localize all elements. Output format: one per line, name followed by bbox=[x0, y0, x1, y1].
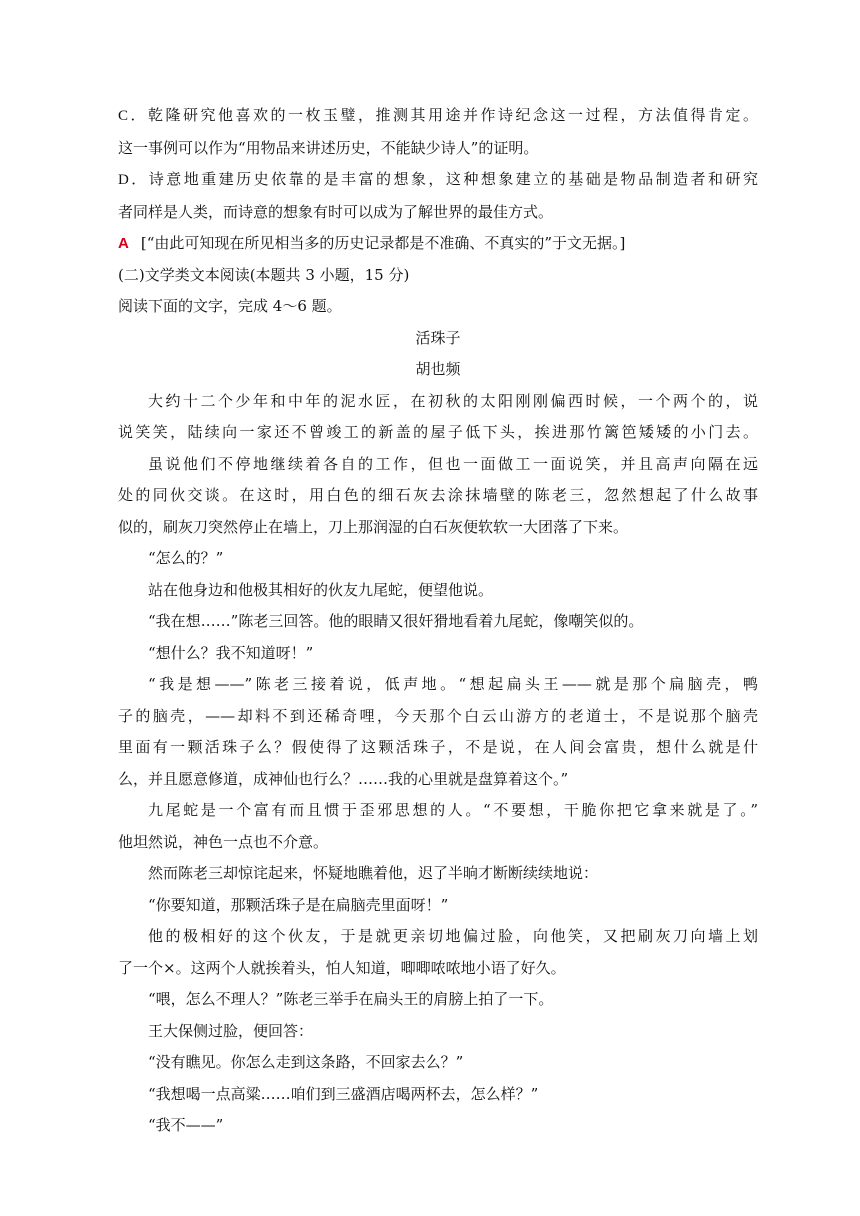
story-line: 大约十二个少年和中年的泥水匠，在初秋的太阳刚刚偏西时候，一个两个的，说 bbox=[148, 391, 758, 410]
option-d-line-2: 者同样是人类，而诗意的想象有时可以成为了解世界的最佳方式。 bbox=[118, 202, 554, 221]
story-line: 么，并且愿意修道，成神仙也行么？……我的心里就是盘算着这个。” bbox=[118, 769, 569, 788]
story-line: 九尾蛇是一个富有而且惯于歪邪思想的人。“不要想，干脆你把它拿来就是了。” bbox=[148, 801, 758, 819]
document-page bbox=[118, 100, 758, 1142]
story-line: 站在他身边和他极其相好的伙友九尾蛇，便望他说。 bbox=[148, 580, 494, 599]
answer-line bbox=[118, 228, 758, 260]
option-c-text: 乾隆研究他喜欢的一枚玉璧，推测其用途并作诗纪念这一过程，方法值得肯定。 bbox=[148, 106, 758, 124]
story-line: 虽说他们不停地继续着各自的工作，但也一面做工一面说笑，并且高声向隔在远 bbox=[148, 454, 758, 473]
story-line: 了一个×。这两个人就挨着头，怕人知道，唧唧哝哝地小语了好久。 bbox=[118, 958, 566, 977]
story-body bbox=[118, 386, 758, 1142]
story-line: 然而陈老三却惊诧起来，怀疑地瞧着他，迟了半晌才断断续续地说： bbox=[148, 864, 599, 882]
option-d-line-1 bbox=[118, 164, 758, 197]
story-line: 里面有一颗活珠子么？假使得了这颗活珠子，不是说，在人间会富贵，想什么就是什 bbox=[118, 738, 758, 756]
story-line: 他坦然说，神色一点也不介意。 bbox=[118, 832, 329, 851]
story-line: 子的脑壳，——却料不到还稀奇哩，今天那个白云山游方的老道士，不是说那个脑壳 bbox=[118, 706, 758, 725]
story-line: “你要知道，那颗活珠子是在扁脑壳里面呀！” bbox=[148, 895, 449, 914]
story-author: 胡也频 bbox=[415, 360, 461, 378]
section-instruction: 阅读下面的文字，完成 4～6 题。 bbox=[118, 297, 342, 315]
section-heading: (二)文学类文本阅读(本题共 3 小题，15 分) bbox=[118, 265, 410, 284]
story-line: 他的极相好的这个伙友，于是就更亲切地偏过脸，向他笑，又把刷灰刀向墙上划 bbox=[148, 927, 758, 945]
story-line: “喂，怎么不理人？”陈老三举手在扁头王的肩膀上拍了一下。 bbox=[148, 990, 554, 1008]
answer-explanation: [“由此可知现在所见相当多的历史记录都是不准确、不真实的”于文无据。] bbox=[140, 234, 626, 252]
story-line: “我不——” bbox=[148, 1116, 224, 1134]
story-line: 说笑笑，陆续向一家还不曾竣工的新盖的屋子低下头，挨进那竹篱笆矮矮的小门去。 bbox=[118, 423, 758, 441]
story-line: 王大保侧过脸，便回答： bbox=[148, 1021, 314, 1040]
story-line: 似的，刷灰刀突然停止在墙上，刀上那润湿的白石灰便软软一大团落了下来。 bbox=[118, 517, 629, 536]
story-line: 处的同伙交谈。在这时，用白色的细石灰去涂抹墙壁的陈老三，忽然想起了什么故事 bbox=[118, 486, 758, 504]
option-c-label: C． bbox=[118, 108, 149, 124]
story-line: “没有瞧见。你怎么走到这条路，不回家去么？” bbox=[148, 1053, 464, 1071]
answer-letter: A bbox=[118, 235, 129, 252]
story-line: “怎么的？” bbox=[148, 549, 224, 567]
option-d-text: 诗意地重建历史依靠的是丰富的想象，这种想象建立的基础是物品制造者和研究 bbox=[148, 170, 758, 188]
option-d-label: D． bbox=[118, 172, 149, 188]
option-c-line-2: 这一事例可以作为“用物品来讲述历史，不能缺少诗人”的证明。 bbox=[118, 138, 539, 157]
story-line: “我想喝一点高粱……咱们到三盛酒店喝两杯去，怎么样？” bbox=[148, 1084, 539, 1103]
option-c-line-1 bbox=[118, 100, 758, 133]
story-title: 活珠子 bbox=[415, 328, 461, 347]
story-line: “想什么？我不知道呀！” bbox=[148, 643, 314, 662]
story-line: “我在想……”陈老三回答。他的眼睛又很奸猾地看着九尾蛇，像嘲笑似的。 bbox=[148, 612, 644, 630]
story-line: “我是想——”陈老三接着说，低声地。“想起扁头王——就是那个扁脑壳，鸭 bbox=[148, 675, 758, 693]
